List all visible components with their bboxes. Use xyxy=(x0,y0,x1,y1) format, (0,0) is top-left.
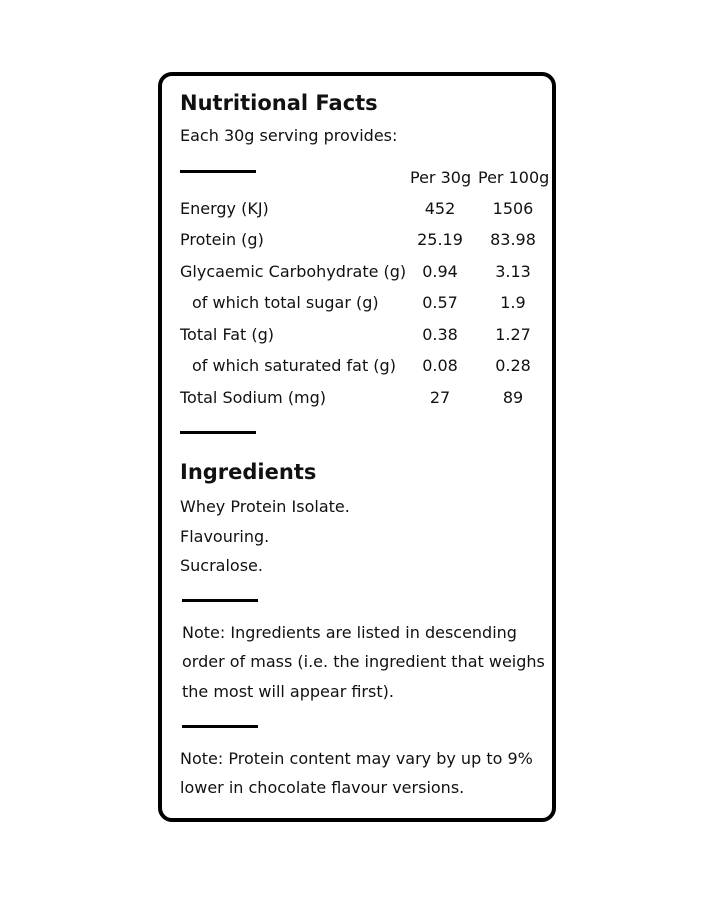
divider xyxy=(182,599,258,602)
protein-note-line: Note: Protein content may vary by up to 9% xyxy=(180,749,533,768)
row-label-saturated-fat: of which saturated fat (g) xyxy=(192,356,396,375)
order-note-line: order of mass (i.e. the ingredient that weighs xyxy=(182,652,545,671)
value-per30-energy: 452 xyxy=(424,199,456,218)
divider xyxy=(180,170,256,173)
column-header-per-30g: Per 30g xyxy=(410,168,472,187)
value-per30-carbohydrate: 0.94 xyxy=(422,262,458,281)
row-label-total-fat: Total Fat (g) xyxy=(180,325,274,344)
value-per100-carbohydrate: 3.13 xyxy=(495,262,531,281)
protein-note-line: lower in chocolate flavour versions. xyxy=(180,778,465,797)
value-per30-saturated-fat: 0.08 xyxy=(422,356,458,375)
value-per100-total-sodium: 89 xyxy=(502,388,524,407)
serving-subtitle: Each 30g serving provides: xyxy=(180,126,398,145)
ingredient-item: Sucralose. xyxy=(180,556,263,575)
column-header-per-100g: Per 100g xyxy=(478,168,550,187)
value-per100-total-fat: 1.27 xyxy=(495,325,531,344)
ingredients-title: Ingredients xyxy=(180,460,317,484)
ingredient-item: Flavouring. xyxy=(180,527,270,546)
value-per30-total-sugar: 0.57 xyxy=(422,293,458,312)
divider xyxy=(180,431,256,434)
order-note-line: Note: Ingredients are listed in descending xyxy=(182,623,517,642)
row-label-energy: Energy (KJ) xyxy=(180,199,269,218)
row-label-total-sugar: of which total sugar (g) xyxy=(192,293,379,312)
ingredient-item: Whey Protein Isolate. xyxy=(180,497,350,516)
nutrition-title: Nutritional Facts xyxy=(180,91,378,115)
row-label-total-sodium: Total Sodium (mg) xyxy=(180,388,327,407)
value-per30-total-sodium: 27 xyxy=(429,388,451,407)
value-per30-protein: 25.19 xyxy=(417,230,463,249)
value-per100-energy: 1506 xyxy=(492,199,534,218)
value-per100-protein: 83.98 xyxy=(490,230,536,249)
divider xyxy=(182,725,258,728)
value-per30-total-fat: 0.38 xyxy=(422,325,458,344)
row-label-carbohydrate: Glycaemic Carbohydrate (g) xyxy=(180,262,407,281)
value-per100-total-sugar: 1.9 xyxy=(500,293,526,312)
row-label-protein: Protein (g) xyxy=(180,230,264,249)
order-note-line: the most will appear first). xyxy=(182,682,394,701)
value-per100-saturated-fat: 0.28 xyxy=(495,356,531,375)
